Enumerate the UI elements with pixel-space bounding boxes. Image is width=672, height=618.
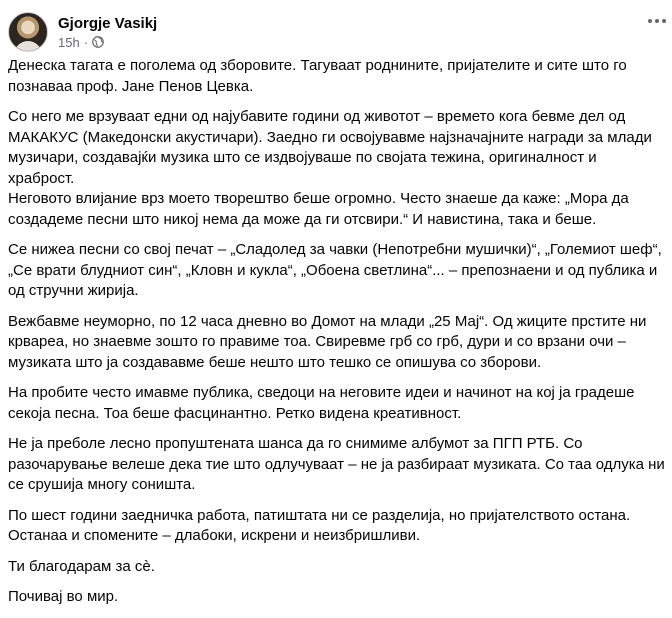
post-paragraph-7: По шест години заедничка работа, патиштата ни се разделија, но пријателството остана. Останаа и спомените – длабоки, искрени и неизбришливи. <box>8 506 631 544</box>
post-paragraph-4: Вежбавме неуморно, по 12 часа дневно во Домот на млади „25 Мај“. Од жиците прстите ни крвареа, но знаевме зошто го правиме тоа. Свиревме грб со грб, дури и со врзани очи – музиката што ја создававме беше нешто што тешко се опишува со зборови. <box>8 312 647 371</box>
post-paragraph-2: Со него ме врзуваат едни од најубавите години од животот – времето кога бевме дел од МАКАКУС (Македонски акустичари). Заедно ги освојувавме најзначајните награди за млади музичари, создавајќи музика што се издвојуваше по својата тежина, оригиналност и храброст. Неговото влијание врз моето творештво беше огромно. Често знаеше да каже: „Мора да создадеме песни што никој нема да може да ги отсвири.“ И навистина, така и беше. <box>8 108 652 228</box>
post-paragraph-3: Се нижеа песни со свој печат – „Сладолед за чавки (Непотребни мушички)“, „Големиот шеф“, „Се врати блудниот син“, „Кловн и кукла“, „Обоена светлина“... – препознаени и од публика и од стручни жирија. <box>8 241 662 299</box>
avatar-figure <box>14 41 42 52</box>
post-body <box>8 56 666 618</box>
post-subline <box>58 34 157 51</box>
avatar[interactable] <box>8 12 48 52</box>
post-meta <box>58 14 157 51</box>
author-name[interactable]: Gjorgje Vasikj <box>58 14 158 32</box>
more-dot <box>662 19 666 23</box>
more-options-button[interactable] <box>644 8 670 34</box>
post-paragraph-8: Ти благодарам за сè. <box>8 557 155 575</box>
post-paragraph-5: На пробите често имавме публика, сведоци на неговите идеи и начинот на кој ја градеше секоја песна. Тоа беше фасцинантно. Ретко видена креативност. <box>8 384 635 422</box>
post-time[interactable]: 15h <box>58 34 80 50</box>
post-paragraph-6: Не ја преболе лесно пропуштената шанса да го снимиме албумот за ПГП РТБ. Со разочарување велеше дека тие што одлучуваат – не ја разбираат музиката. Со таа одлука ни се срушија многу соништа. <box>8 435 665 493</box>
post-header <box>8 10 658 54</box>
globe-icon[interactable] <box>92 36 104 48</box>
post-paragraph-9: Почивај во мир. <box>8 588 119 605</box>
more-dot <box>655 19 659 23</box>
post-paragraph-1: Денеска тагата е поголема од зборовите. Тагуваат роднините, пријателите и сите што го познаваа проф. Јане Пенов Цевка. <box>8 57 627 95</box>
more-dot <box>648 19 652 23</box>
separator-dot: · <box>83 34 89 50</box>
